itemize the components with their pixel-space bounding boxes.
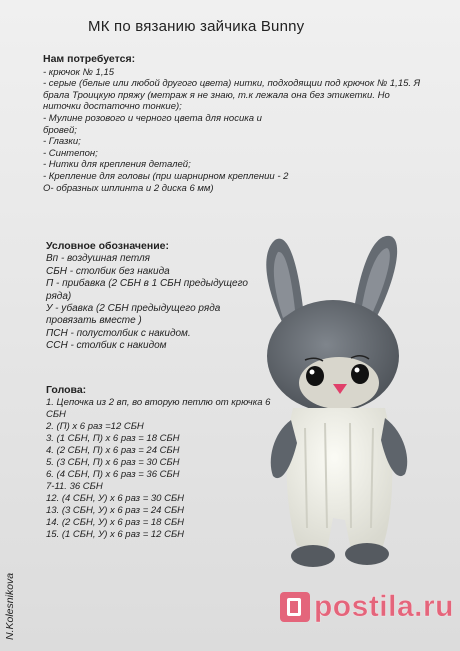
page-title: МК по вязанию зайчика Bunny xyxy=(88,18,305,35)
materials-section xyxy=(43,54,433,194)
materials-heading: Нам потребуется: xyxy=(43,53,136,65)
head-row: 7-11. 36 СБН xyxy=(46,481,103,492)
author-credit: N.Kolesnikova xyxy=(4,572,16,640)
head-row: 14. (2 СБН, У) х 6 раз = 18 СБН xyxy=(46,517,185,528)
materials-line: - Мулине розового и черного цвета для носика и бровей; xyxy=(43,112,262,136)
materials-line: - Нитки для крепления деталей; xyxy=(43,159,191,171)
head-row: 12. (4 СБН, У) х 6 раз = 30 СБН xyxy=(46,493,185,504)
legend-line: У - убавка (2 СБН предыдущего ряда провязать вместе ) xyxy=(46,303,221,327)
legend-heading: Условное обозначение: xyxy=(46,240,170,252)
head-heading: Голова: xyxy=(46,384,87,396)
head-row: 13. (3 СБН, У) х 6 раз = 24 СБН xyxy=(46,505,185,516)
head-row: 4. (2 СБН, П) х 6 раз = 24 СБН xyxy=(46,445,180,456)
postila-logo-icon xyxy=(280,592,310,622)
bunny-body xyxy=(287,408,393,550)
materials-line: - серые (белые или любой другого цвета) нитки, подходящии под крючок № 1,15. Я брала Троицкую пряжу (метраж я не знаю, т.к лежала она без этикетки. Но ниточки достаточно тонкие); xyxy=(43,78,421,113)
legend-line: Вп - воздушная петля xyxy=(46,253,150,265)
head-row: 5. (3 СБН, П) х 6 раз = 30 СБН xyxy=(46,457,180,468)
head-row: 6. (4 СБН, П) х 6 раз = 36 СБН xyxy=(46,469,180,480)
legend-line: СБН - столбик без накида xyxy=(46,265,170,277)
legend-line: П - прибавка (2 СБН в 1 СБН предыдущего ряда) xyxy=(46,278,248,302)
head-row: 3. (1 СБН, П) х 6 раз = 18 СБН xyxy=(46,433,180,444)
right-eye xyxy=(351,364,369,384)
legend-line: ССН - столбик с накидом xyxy=(46,340,167,352)
watermark xyxy=(280,585,454,629)
materials-line: - Глазки; xyxy=(43,136,81,148)
head-row: 2. (П) х 6 раз =12 СБН xyxy=(46,421,144,432)
materials-line: - Синтепон; xyxy=(43,147,98,159)
left-foot xyxy=(291,545,335,567)
bunny-toy-photo xyxy=(255,228,425,578)
right-foot xyxy=(345,543,389,565)
left-eye xyxy=(306,366,324,386)
head-row: 1. Цепочка из 2 вп, во вторую петлю от крючка 6 СБН xyxy=(46,397,271,420)
legend-line: ПСН - полустолбик с накидом. xyxy=(46,327,191,339)
head-row: 15. (1 СБН, У) х 6 раз = 12 СБН xyxy=(46,529,185,540)
materials-line: - крючок № 1,15 xyxy=(43,66,115,78)
watermark-text: postila.ru xyxy=(313,590,454,623)
legend-section xyxy=(46,240,276,353)
materials-line: - Крепление для головы (при шарнирном креплении - 2 О- образных шплинта и 2 диска 6 мм) xyxy=(43,170,289,194)
